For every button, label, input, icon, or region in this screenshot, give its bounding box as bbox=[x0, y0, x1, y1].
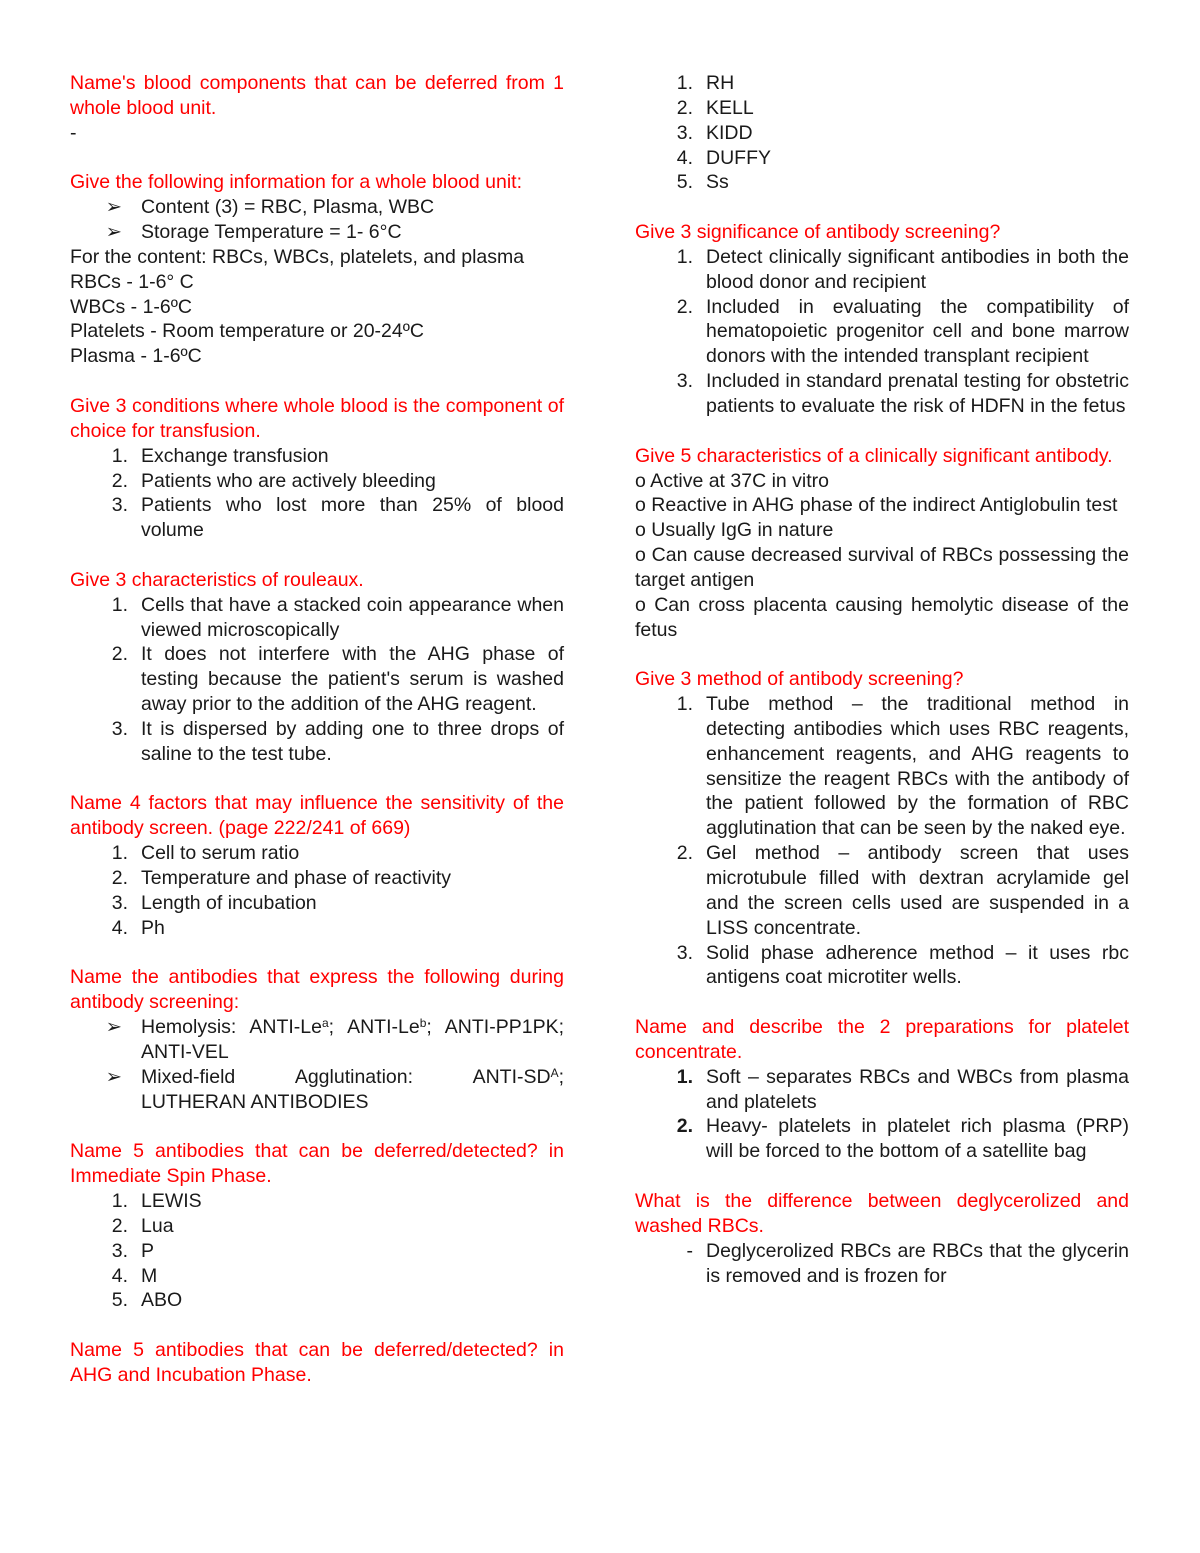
question-platelet-preparations: Name and describe the 2 preparations for platelet concentrate. bbox=[635, 1016, 1129, 1063]
question-rouleaux: Give 3 characteristics of rouleaux. bbox=[70, 568, 364, 591]
list-item: 4. Ph bbox=[111, 916, 165, 939]
question-immediate-spin: Name 5 antibodies that can be deferred/detected? in Immediate Spin Phase. bbox=[70, 1140, 564, 1188]
question-antibodies-expression: Name the antibodies that express the following during antibody screening: bbox=[70, 966, 564, 1014]
list-item: 3. KIDD bbox=[676, 121, 753, 144]
mixed-field-item: ➢ Mixed-field Agglutination: ANTI-$SD^A$; LUTHERAN ANTIBODIES bbox=[70, 1065, 564, 1115]
list-item: 5. Ss bbox=[676, 171, 729, 194]
list-item: 3. Length of incubation bbox=[111, 891, 317, 914]
characteristic-line: o Can cause decreased survival of RBCs possessing the target antigen bbox=[635, 544, 1129, 591]
list-item: 3. P bbox=[111, 1239, 155, 1262]
question-whole-blood-info: Give the following information for a whole blood unit: bbox=[70, 171, 523, 194]
bullet-item: ➢ Storage Temperature = 1- 6°C bbox=[70, 220, 564, 245]
rbc-temp-line: RBCs - 1-6° C bbox=[70, 270, 194, 293]
question-screening-significance: Give 3 significance of antibody screening? bbox=[635, 221, 1001, 244]
list-item: 3. It is dispersed by adding one to three drops of saline to the test tube. bbox=[111, 717, 564, 765]
list-item: 2. Patients who are actively bleeding bbox=[111, 469, 436, 492]
list-item: 1. Tube method – the traditional method in detecting antibodies which uses RBC reagents, enhancement reagents, and AHG reagents to sensitize the reagent RBCs with the antibody of the patient followed by the formation of RBC agglutination that can be seen by the naked eye. bbox=[676, 693, 1129, 840]
list-item: 2. Included in evaluating the compatibility of hematopoietic progenitor cell and bone marrow donors with the intended transplant recipient bbox=[676, 295, 1129, 368]
platelets-temp-line: Platelets - Room temperature or 20-24ºC bbox=[70, 320, 424, 343]
list-item: 2. Gel method – antibody screen that uses microtubule filled with dextran acrylamide gel and the screen cells used are suspended in a LISS concentrate. bbox=[676, 842, 1129, 939]
list-item: 4. DUFFY bbox=[676, 146, 771, 169]
plasma-temp-line: Plasma - 1-6ºC bbox=[70, 345, 202, 368]
list-item: 5. ABO bbox=[111, 1289, 183, 1312]
list-item: 2. Temperature and phase of reactivity bbox=[111, 867, 452, 889]
list-item: 3. Solid phase adherence method – it uses rbc antigens coat microtiter wells. bbox=[676, 941, 1129, 989]
list-item: 1. RH bbox=[676, 72, 735, 94]
arrow-bullet-icon: ➢ bbox=[105, 221, 122, 244]
question-whole-blood-conditions: Give 3 conditions where whole blood is the component of choice for transfusion. bbox=[70, 394, 564, 442]
list-item: 1. Soft – separates RBCs and WBCs from plasma and platelets bbox=[676, 1065, 1129, 1113]
list-item: - Deglycerolized RBCs are RBCs that the glycerin is removed and is frozen for bbox=[686, 1239, 1129, 1287]
list-item: 1. Exchange transfusion bbox=[111, 444, 329, 467]
list-item: 3. Patients who lost more than 25% of blood volume bbox=[111, 494, 564, 542]
question-blood-components: Name's blood components that can be deferred from 1 whole blood unit. bbox=[70, 72, 564, 119]
question-significant-antibody: Give 5 characteristics of a clinically significant antibody. bbox=[635, 444, 1113, 467]
list-item: 2. It does not interfere with the AHG phase of testing because the patient's serum is washed away prior to the addition of the AHG reagent. bbox=[111, 643, 564, 716]
characteristic-line: o Usually IgG in nature bbox=[635, 519, 834, 542]
question-sensitivity-factors: Name 4 factors that may influence the sensitivity of the antibody screen. (page 222/241 of 669) bbox=[70, 792, 564, 840]
characteristic-line: o Active at 37C in vitro bbox=[635, 469, 830, 492]
arrow-bullet-icon: ➢ bbox=[105, 1016, 122, 1039]
list-item: 1. Cells that have a stacked coin appearance when viewed microscopically bbox=[111, 593, 564, 641]
wbc-temp-line: WBCs - 1-6ºC bbox=[70, 295, 192, 318]
right-column bbox=[635, 71, 1129, 1288]
left-column bbox=[70, 71, 564, 1388]
hemolysis-item: ➢ Hemolysis: ANTI-Le$^a$; ANTI-Le$^b$; ANTI-PP1PK; ANTI-VEL bbox=[70, 1015, 564, 1065]
characteristic-line: o Can cross placenta causing hemolytic disease of the fetus bbox=[635, 593, 1129, 641]
bullet-item: ➢ Content (3) = RBC, Plasma, WBC bbox=[70, 195, 564, 220]
content-paragraph: For the content: RBCs, WBCs, platelets, and plasma bbox=[70, 245, 525, 268]
list-item: 1. Detect clinically significant antibodies in both the blood donor and recipient bbox=[676, 245, 1129, 293]
list-item: 4. M bbox=[111, 1264, 158, 1287]
characteristic-line: o Reactive in AHG phase of the indirect Antiglobulin test bbox=[635, 494, 1118, 517]
arrow-bullet-icon: ➢ bbox=[105, 196, 122, 219]
question-ahg-incubation: Name 5 antibodies that can be deferred/detected? in AHG and Incubation Phase. bbox=[70, 1339, 564, 1386]
question-screening-methods: Give 3 method of antibody screening? bbox=[635, 668, 964, 691]
list-item: 3. Included in standard prenatal testing for obstetric patients to evaluate the risk of HDFN in the fetus bbox=[676, 370, 1129, 417]
list-item: 2. Heavy- platelets in platelet rich plasma (PRP) will be forced to the bottom of a satellite bag bbox=[676, 1115, 1129, 1163]
question-deglycerolized-washed: What is the difference between deglycerolized and washed RBCs. bbox=[635, 1189, 1129, 1237]
answer-dash: - bbox=[70, 121, 77, 144]
list-item: 2. Lua bbox=[111, 1214, 174, 1237]
list-item: 1. Cell to serum ratio bbox=[111, 842, 300, 865]
list-item: 1. LEWIS bbox=[111, 1189, 202, 1212]
arrow-bullet-icon: ➢ bbox=[105, 1065, 122, 1088]
list-item: 2. KELL bbox=[676, 96, 754, 119]
